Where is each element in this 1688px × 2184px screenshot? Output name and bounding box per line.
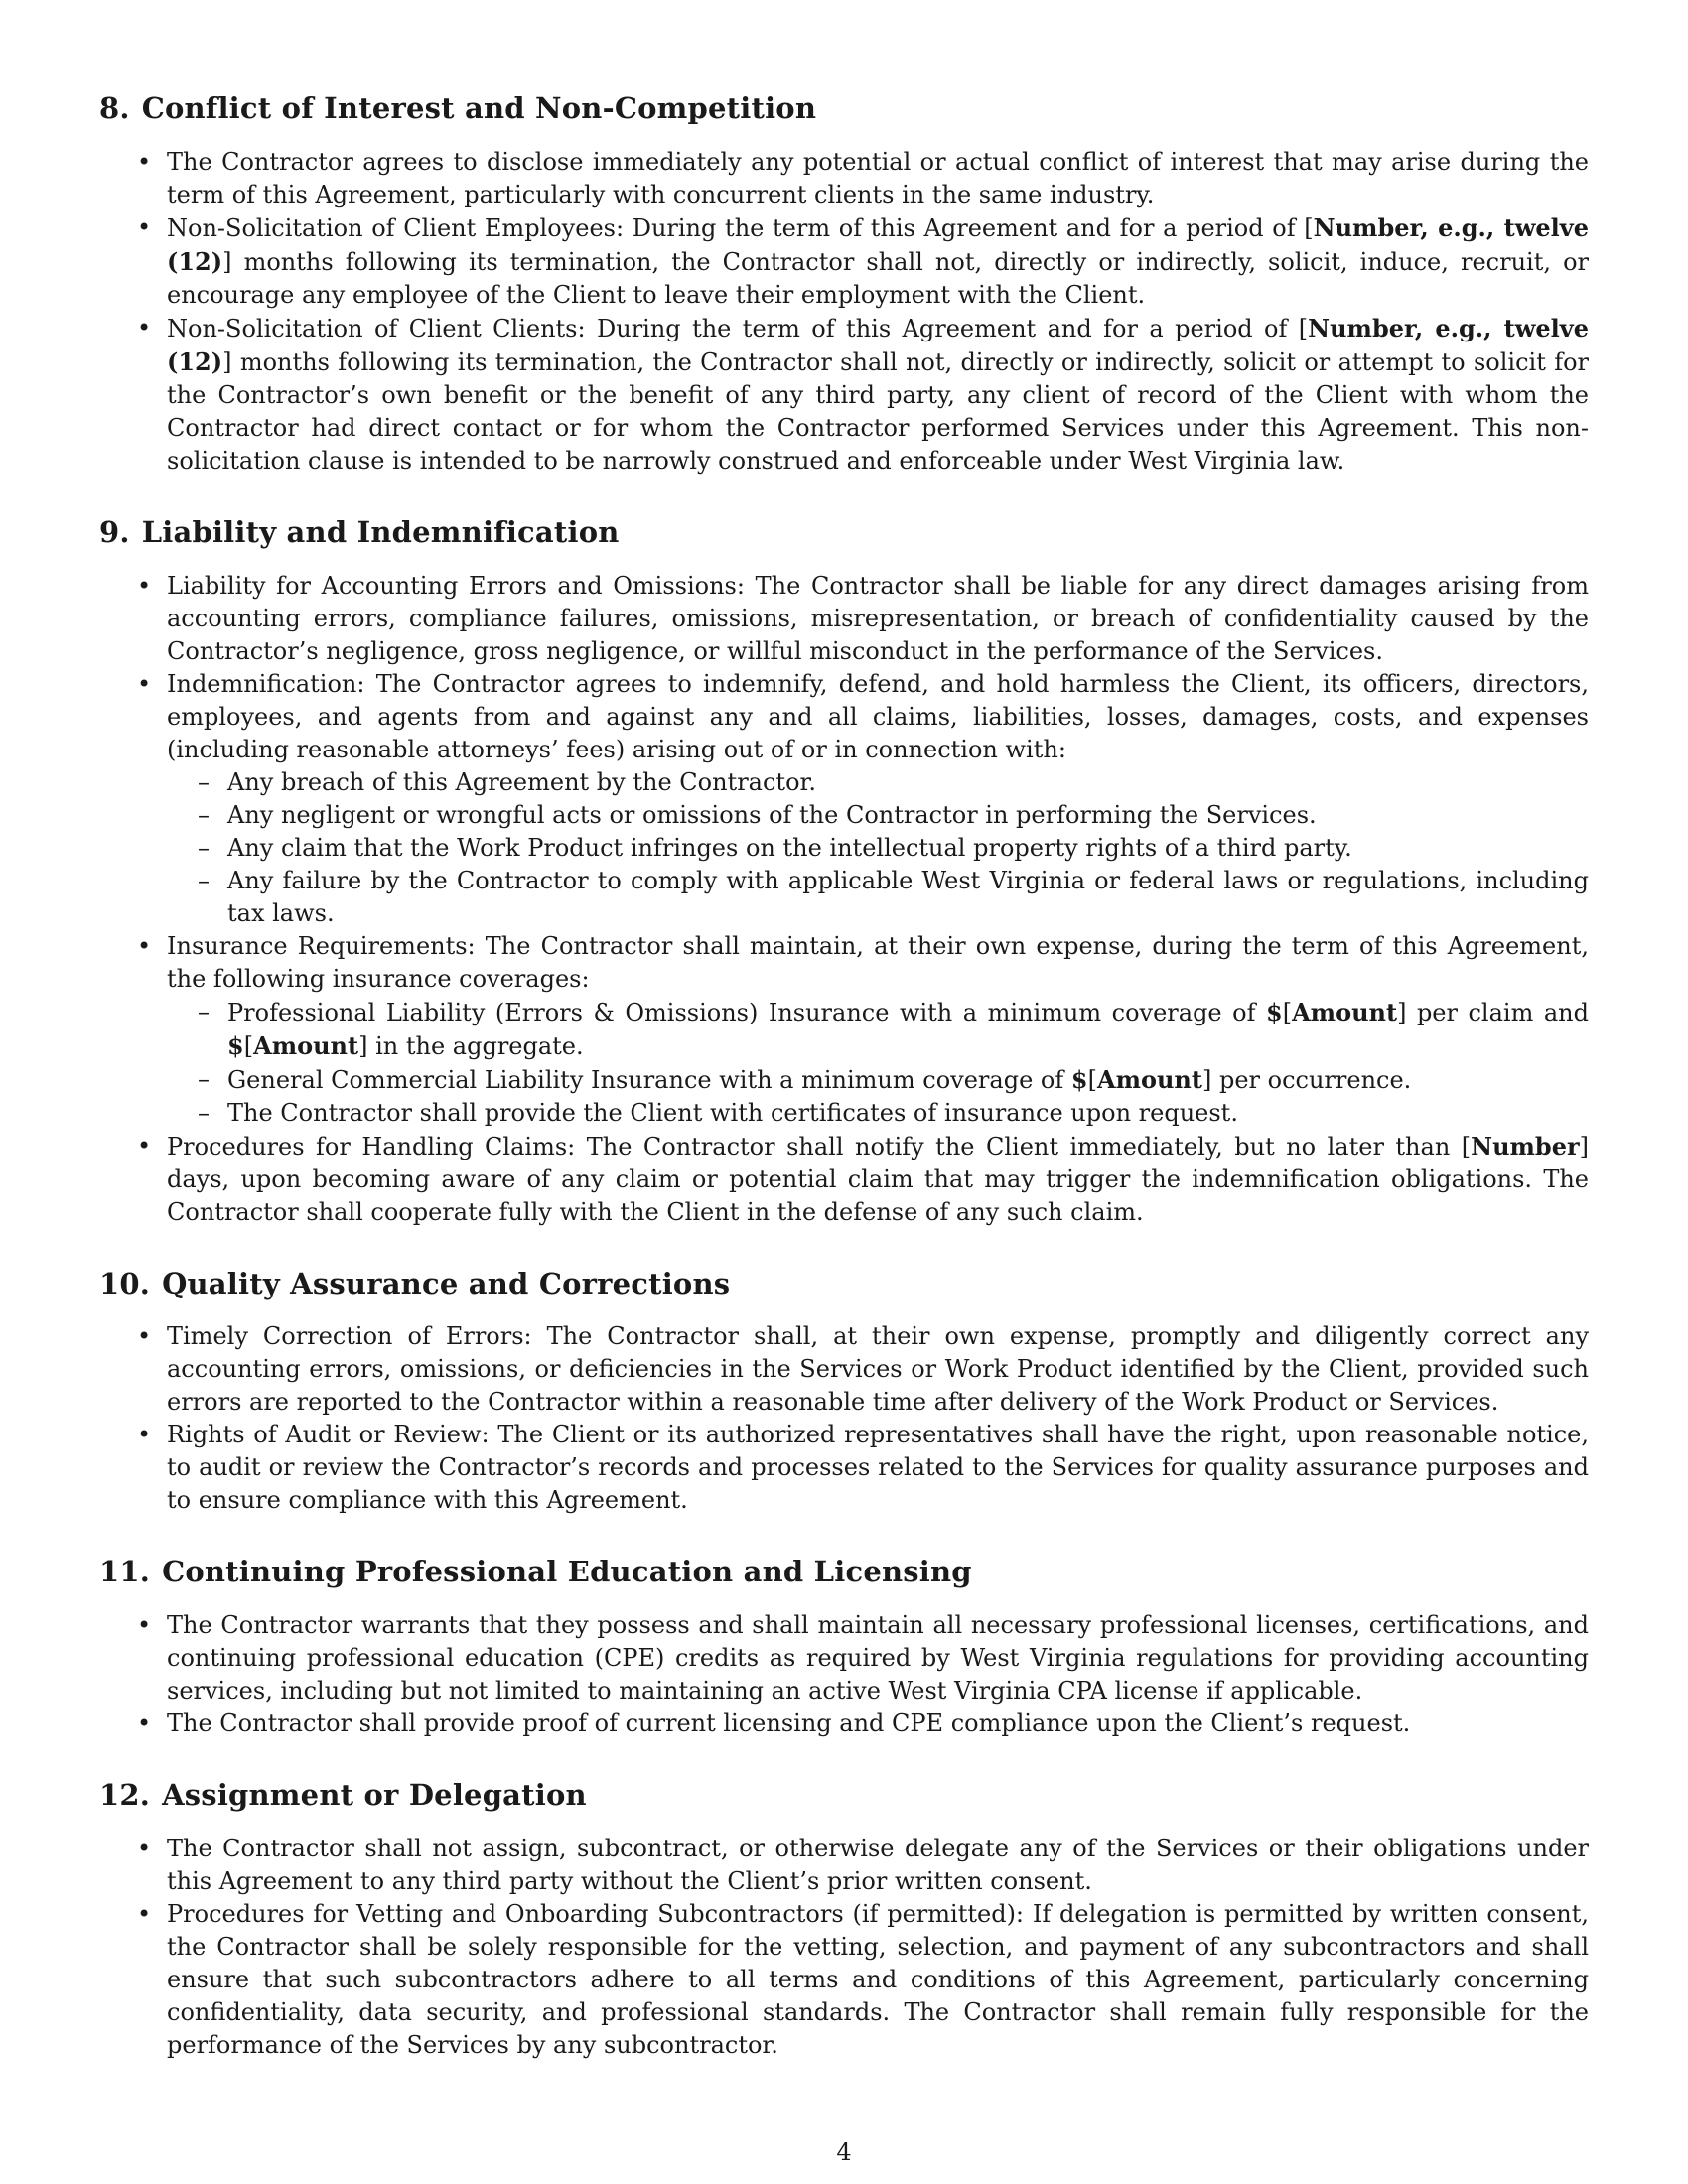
- item-text: The Contractor warrants that they possess and shall maintain all necessary professional licenses, certifications, and continuing professional education (CPE) credits as required by West Virginia regulations for providing accounting services, including but not limited to maintaining an active West Virginia CPA license if applicable.: [167, 1611, 1589, 1706]
- page-number: 4: [836, 2138, 852, 2166]
- section-heading: [99, 1778, 1589, 1813]
- item-text: Insurance Requirements: The Contractor shall maintain, at their own expense, during the term of this Agreement, the following insurance coverages:: [167, 931, 1589, 993]
- list-item: [167, 1833, 1589, 1898]
- bracket: [: [243, 1031, 254, 1060]
- list-item: [167, 1898, 1589, 2062]
- item-text: The Contractor shall not assign, subcontract, or otherwise delegate any of the Services or their obligations under this Agreement to any third party without the Client’s prior written consent.: [167, 1834, 1589, 1895]
- item-text: Professional Liability (Errors & Omissions) Insurance with a minimum coverage of: [227, 998, 1266, 1026]
- bullet-list: [99, 146, 1589, 478]
- section-11: [99, 1555, 1589, 1740]
- bracket: [: [1087, 1065, 1097, 1094]
- section-number: 9.: [99, 514, 130, 549]
- list-item: [167, 1130, 1589, 1229]
- placeholder-text: Number, e.g., twelve (12): [167, 212, 1589, 276]
- bracket: [: [1282, 998, 1293, 1026]
- item-text: ] months following its termination, the Contractor shall not, directly or indirectly, solicit or attempt to solicit for the Contractor’s own benefit or the benefit of any third party, any client of record of the Client with whom the Contractor had direct contact or for whom the Contractor performed Services under this Agreement. This non-solicitation clause is intended to be narrowly construed and enforceable under West Virginia law.: [167, 347, 1589, 475]
- sub-list-item: [227, 799, 1589, 832]
- item-text: Liability for Accounting Errors and Omissions: The Contractor shall be liable for any direct damages arising from accounting errors, compliance failures, omissions, misrepresentation, or breach of confidentiality caused by the Contractor’s negligence, gross negligence, or willful misconduct in the performance of the Services.: [167, 571, 1589, 665]
- sub-list-item: [227, 996, 1589, 1063]
- section-number: 8.: [99, 91, 130, 125]
- section-8: [99, 91, 1589, 478]
- section-number: 11.: [99, 1555, 151, 1589]
- section-title: Continuing Professional Education and Licensing: [162, 1555, 972, 1589]
- section-heading: [99, 91, 1589, 126]
- placeholder-text: Amount: [1096, 1064, 1202, 1094]
- bullet-list: [99, 1609, 1589, 1740]
- item-text: The Contractor agrees to disclose immediately any potential or actual conflict of interest that may arise during the term of this Agreement, particularly with concurrent clients in the same industry.: [167, 147, 1589, 208]
- list-item: [167, 1609, 1589, 1707]
- section-10: [99, 1267, 1589, 1518]
- list-item: [167, 668, 1589, 930]
- section-9: [99, 515, 1589, 1229]
- sub-list-item: [227, 1063, 1589, 1097]
- sub-list-item: [227, 1097, 1589, 1130]
- section-title: Liability and Indemnification: [141, 514, 620, 549]
- placeholder-text: Number, e.g., twelve (12): [167, 313, 1589, 376]
- document-page: [99, 91, 1589, 2100]
- list-item: [167, 930, 1589, 1130]
- section-number: 12.: [99, 1778, 151, 1813]
- item-text: Rights of Audit or Review: The Client or its authorized representatives shall have the right, upon reasonable notice, to audit or review the Contractor’s records and processes related to the Services for quality assurance purposes and to ensure compliance with this Agreement.: [167, 1421, 1589, 1515]
- sub-list-item: [227, 766, 1589, 799]
- item-text: Indemnification: The Contractor agrees to indemnify, defend, and hold harmless the Client, its officers, directors, employees, and agents from and against any and all claims, liabilities, losses, damages, costs, and expenses (including reasonable attorneys’ fees) arising out of or in connection with:: [167, 669, 1589, 763]
- dollar-sign: $: [1265, 997, 1283, 1026]
- section-number: 10.: [99, 1266, 151, 1300]
- bullet-list: [99, 570, 1589, 1229]
- section-title: Assignment or Delegation: [162, 1778, 587, 1813]
- placeholder-text: Amount: [253, 1030, 359, 1060]
- sub-list-item: [227, 832, 1589, 865]
- section-heading: [99, 1555, 1589, 1589]
- bullet-list: [99, 1833, 1589, 2062]
- list-item: [167, 1707, 1589, 1740]
- item-text: ] days, upon becoming aware of any claim or potential claim that may trigger the indemnification obligations. The Contractor shall cooperate fully with the Client in the defense of any such claim.: [167, 1132, 1589, 1226]
- item-text: ] months following its termination, the Contractor shall not, directly or indirectly, solicit, induce, recruit, or encourage any employee of the Client to leave their employment with the Client.: [167, 247, 1589, 309]
- item-text: The Contractor shall provide the Client with certificates of insurance upon request.: [227, 1098, 1238, 1127]
- item-text: ] per claim and: [1397, 998, 1589, 1026]
- item-text: The Contractor shall provide proof of current licensing and CPE compliance upon the Client’s request.: [167, 1709, 1411, 1738]
- bullet-list: [99, 1320, 1589, 1517]
- item-text: General Commercial Liability Insurance with a minimum coverage of: [227, 1065, 1071, 1094]
- item-text: Any failure by the Contractor to comply with applicable West Virginia or federal laws or regulations, including tax laws.: [227, 866, 1589, 927]
- section-title: Conflict of Interest and Non-Competition: [141, 91, 817, 125]
- item-text: Timely Correction of Errors: The Contractor shall, at their own expense, promptly and diligently correct any accounting errors, omissions, or deficiencies in the Services or Work Product identified by the Client, provided such errors are reported to the Contractor within a reasonable time after delivery of the Work Product or Services.: [167, 1322, 1589, 1417]
- section-heading: [99, 515, 1589, 550]
- item-text: Any claim that the Work Product infringes on the intellectual property rights of a third party.: [227, 833, 1352, 862]
- dollar-sign: $: [227, 1030, 244, 1060]
- list-item: [167, 211, 1589, 312]
- section-12: [99, 1778, 1589, 2062]
- placeholder-text: Number: [1471, 1131, 1580, 1160]
- list-item: [167, 1320, 1589, 1419]
- list-item: [167, 146, 1589, 211]
- section-heading: [99, 1267, 1589, 1301]
- sub-list: [167, 766, 1589, 930]
- section-title: Quality Assurance and Corrections: [162, 1266, 731, 1300]
- sub-list-item: [227, 865, 1589, 930]
- item-text: Any breach of this Agreement by the Contractor.: [227, 767, 816, 796]
- item-text: Any negligent or wrongful acts or omissions of the Contractor in performing the Services.: [227, 800, 1317, 829]
- item-text: Non-Solicitation of Client Employees: During the term of this Agreement and for a period of [: [167, 213, 1314, 242]
- placeholder-text: Amount: [1292, 997, 1398, 1026]
- list-item: [167, 1419, 1589, 1517]
- list-item: [167, 312, 1589, 478]
- item-text: Procedures for Handling Claims: The Contractor shall notify the Client immediately, but no later than [: [167, 1132, 1472, 1160]
- dollar-sign: $: [1070, 1064, 1088, 1094]
- item-text: Procedures for Vetting and Onboarding Subcontractors (if permitted): If delegation is permitted by written consent, the Contractor shall be solely responsible for the vetting, selection, and payment of any subcontractors and shall ensure that such subcontractors adhere to all terms and conditions of this Agreement, particularly concerning confidentiality, data security, and professional standards. The Contractor shall remain fully responsible for the performance of the Services by any subcontractor.: [167, 1899, 1589, 2059]
- item-text: ] per occurrence.: [1201, 1065, 1412, 1094]
- sub-list: [167, 996, 1589, 1130]
- item-text: ] in the aggregate.: [358, 1031, 584, 1060]
- list-item: [167, 570, 1589, 668]
- item-text: Non-Solicitation of Client Clients: During the term of this Agreement and for a period of [: [167, 314, 1309, 342]
